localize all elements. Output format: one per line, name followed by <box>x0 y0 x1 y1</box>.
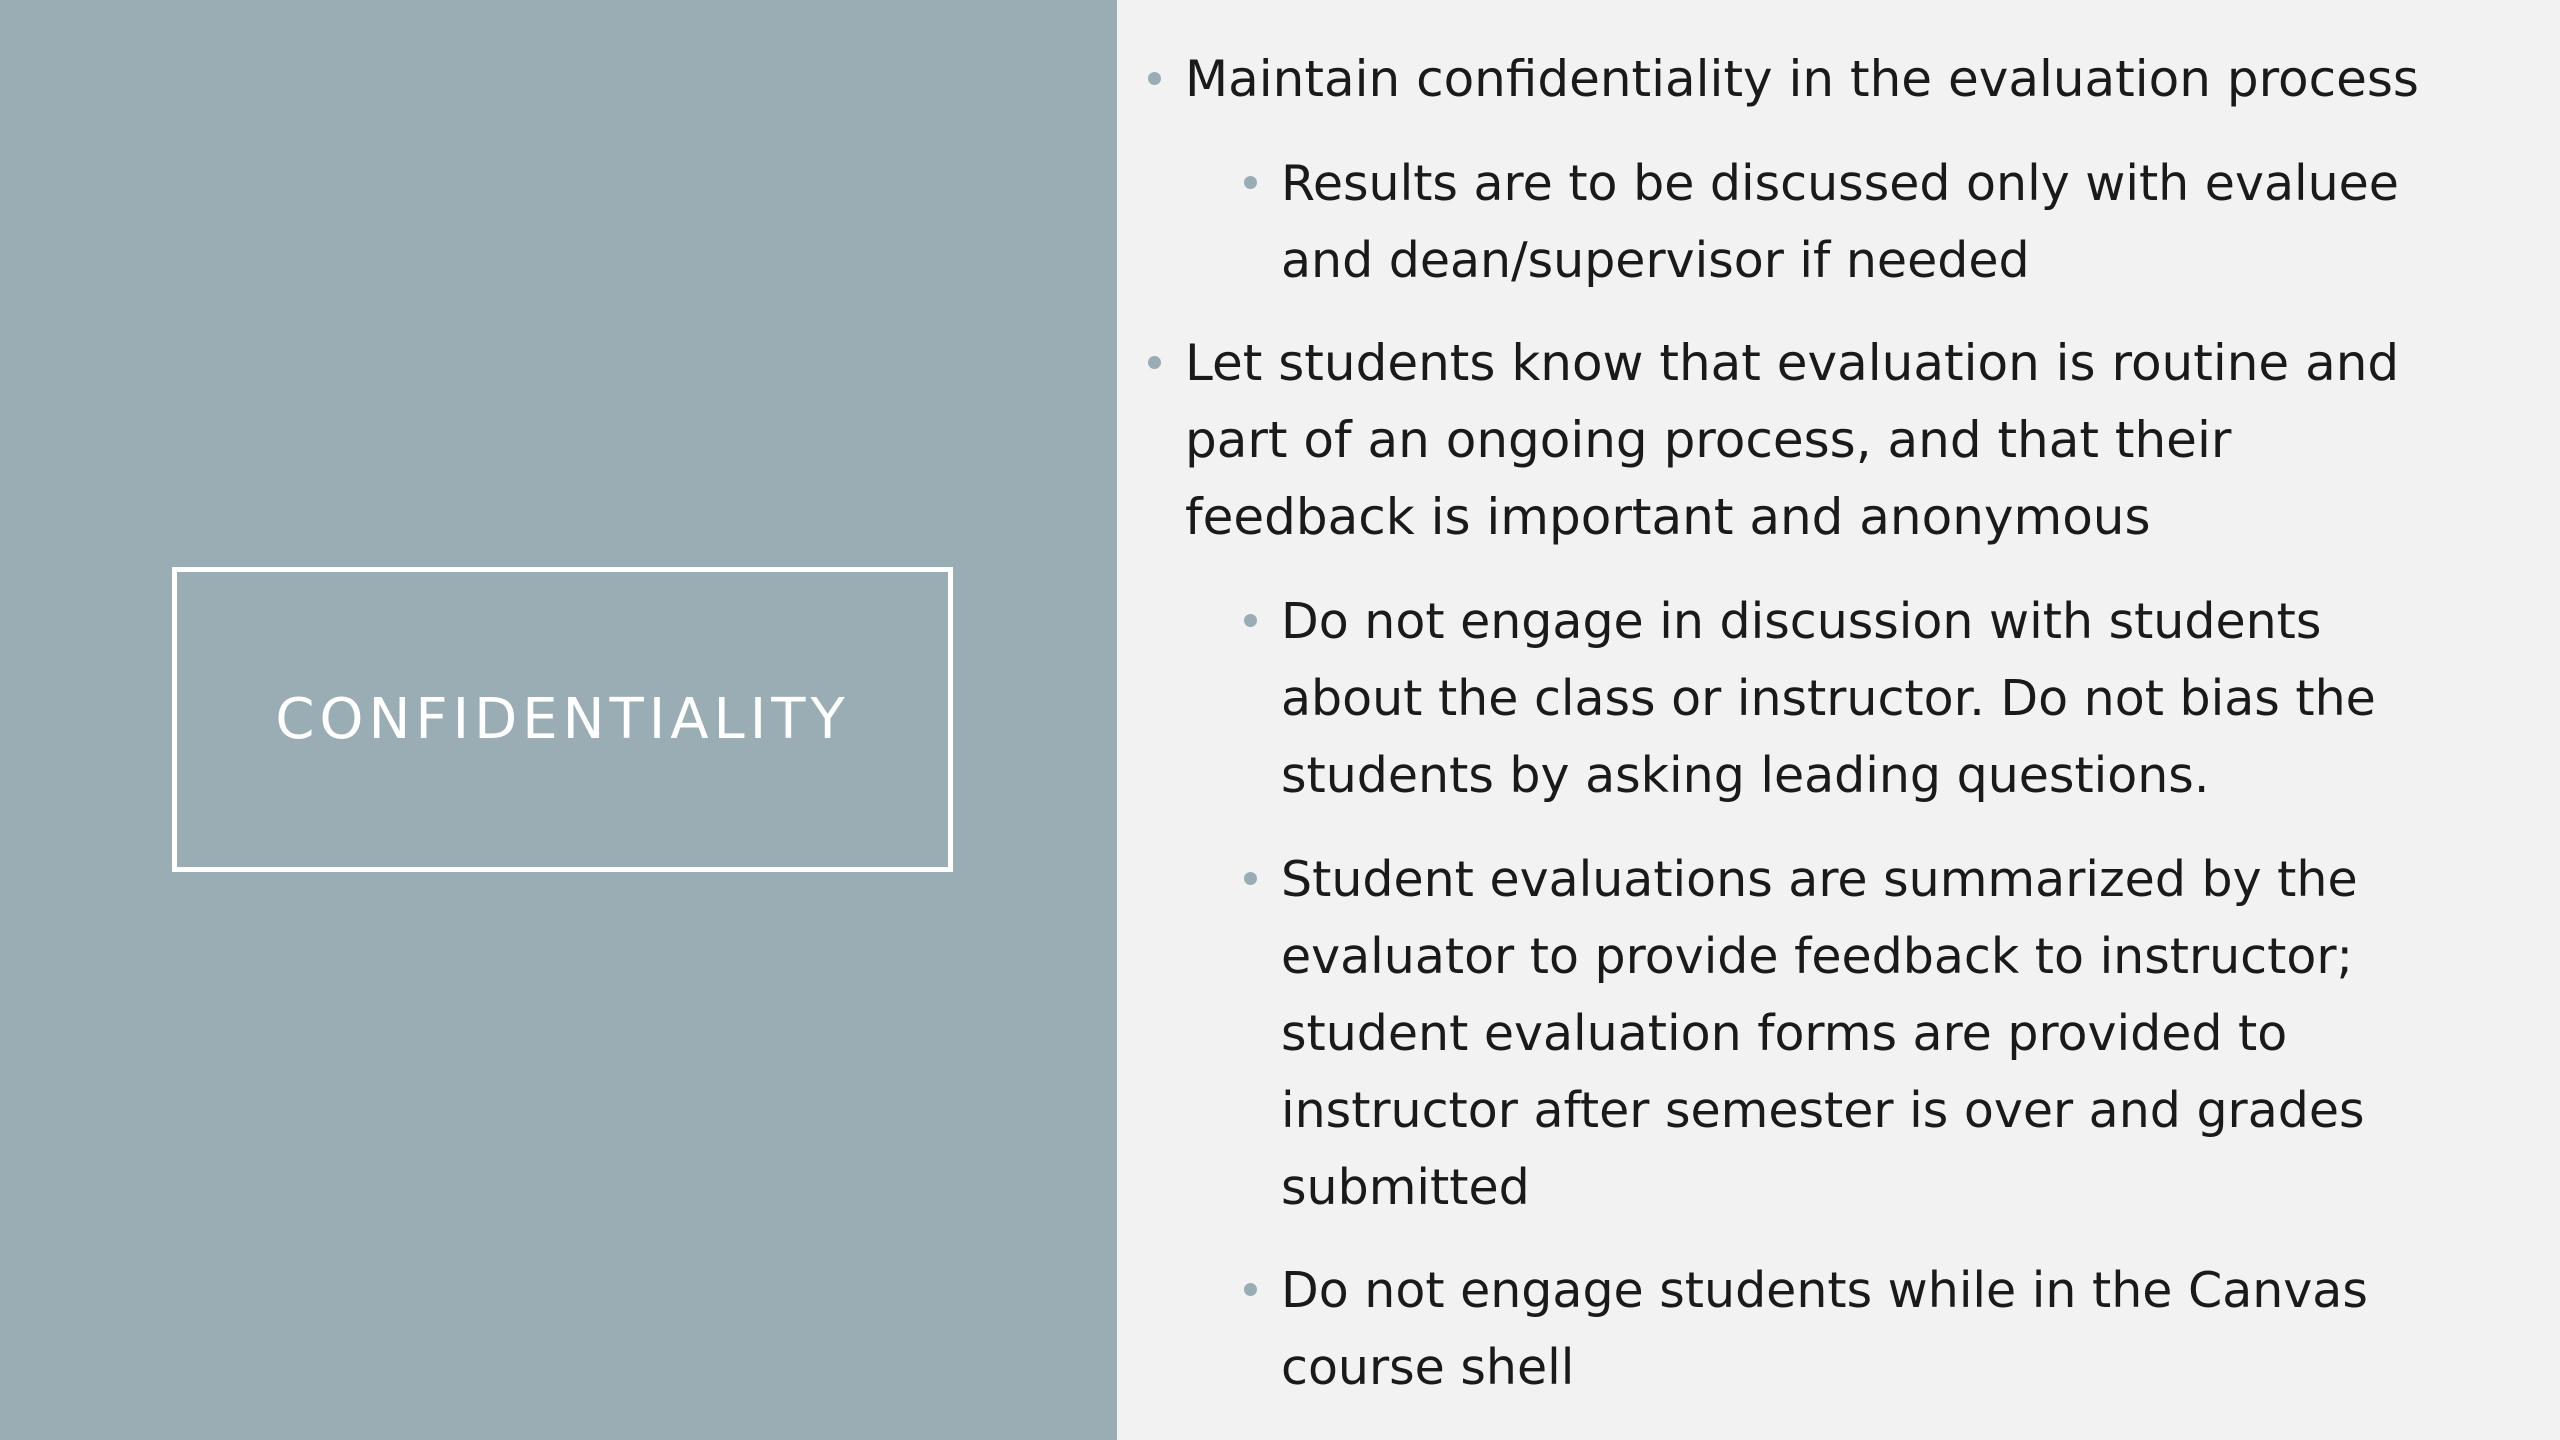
bullet-content <box>1117 0 2560 1440</box>
bullet-line: evaluator to provide feedback to instructor; <box>1281 928 2353 985</box>
bullet-line: Do not engage in discussion with students <box>1281 593 2322 650</box>
sub-bullet-item <box>1281 1252 2368 1406</box>
sub-bullet-item <box>1281 583 2376 814</box>
bullet-line: Do not engage students while in the Canvas <box>1281 1262 2368 1319</box>
bullet-line: about the class or instructor. Do not bias the <box>1281 670 2376 727</box>
bullet-line: student evaluation forms are provided to <box>1281 1005 2288 1062</box>
slide-title: CONFIDENTIALITY <box>275 687 850 752</box>
bullet-line: Let students know that evaluation is routine and <box>1185 334 2400 392</box>
bullet-line: instructor after semester is over and grades <box>1281 1082 2365 1139</box>
sub-bullet-item <box>1281 145 2399 299</box>
bullet-line: part of an ongoing process, and that their <box>1185 411 2232 469</box>
bullet-dot-icon <box>1244 614 1257 627</box>
bullet-line: course shell <box>1281 1339 1575 1396</box>
bullet-line: submitted <box>1281 1159 1530 1216</box>
bullet-dot-icon <box>1244 1283 1257 1296</box>
bullet-line: Results are to be discussed only with evaluee <box>1281 155 2399 212</box>
bullet-dot-icon <box>1148 72 1161 85</box>
bullet-line: students by asking leading questions. <box>1281 747 2210 804</box>
bullet-line: Maintain confidentiality in the evaluation process <box>1185 50 2419 108</box>
bullet-item <box>1185 325 2399 556</box>
bullet-dot-icon <box>1244 872 1257 885</box>
bullet-dot-icon <box>1244 176 1257 189</box>
bullet-line: Student evaluations are summarized by the <box>1281 851 2358 908</box>
bullet-item <box>1185 41 2419 118</box>
bullet-line: and dean/supervisor if needed <box>1281 232 2030 289</box>
sub-bullet-item <box>1281 841 2365 1226</box>
title-frame <box>172 567 953 872</box>
bullet-line: feedback is important and anonymous <box>1185 488 2151 546</box>
bullet-dot-icon <box>1148 356 1161 369</box>
title-panel <box>0 0 1117 1440</box>
